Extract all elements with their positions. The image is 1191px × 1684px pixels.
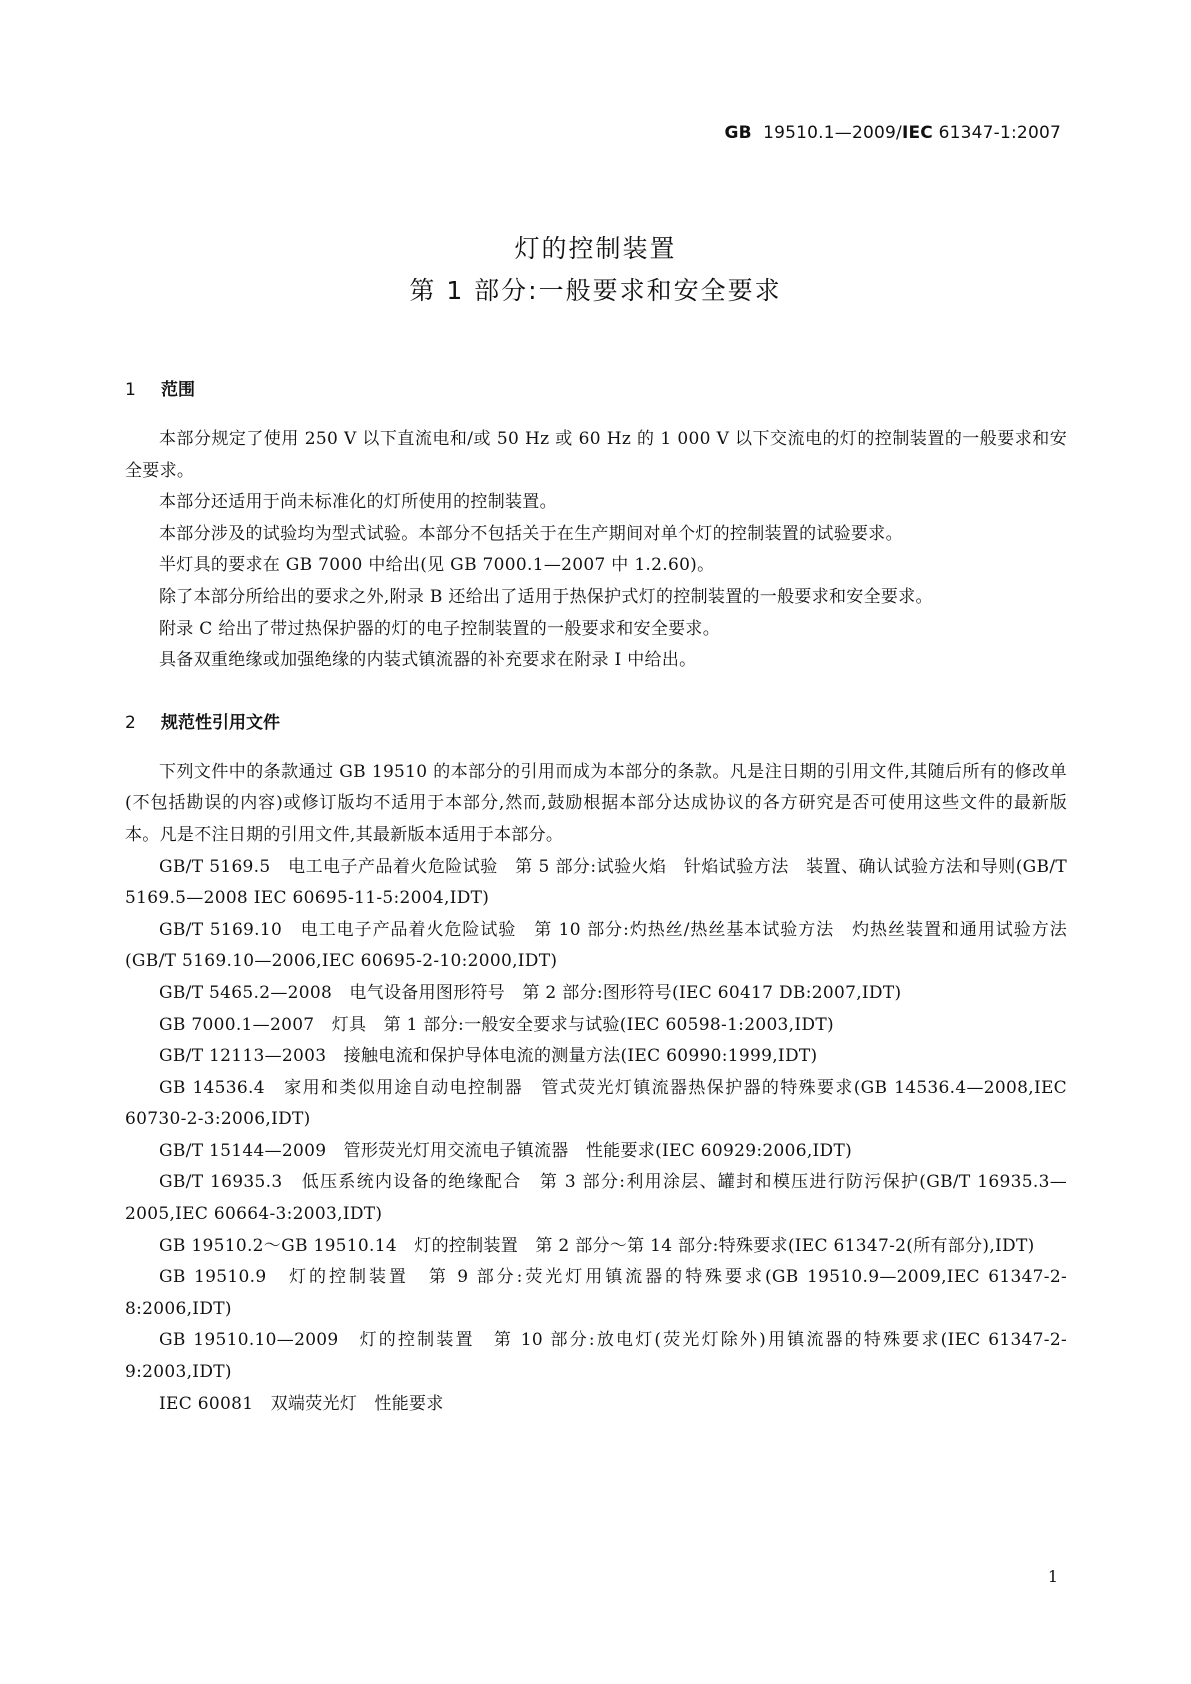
paragraph: 本部分涉及的试验均为型式试验。本部分不包括关于在生产期间对单个灯的控制装置的试验要求。 <box>159 523 903 544</box>
section-number: 2 <box>125 712 136 733</box>
reference-entry: GB/T 5169.10 电工电子产品着火危险试验 第 10 部分:灼热丝/热丝基本试验方法 灼热丝装置和通用试验方法(GB/T 5169.10—2006,IEC 60695-2-10:2000,IDT) <box>125 919 1067 972</box>
reference-entry: GB/T 15144—2009 管形荧光灯用交流电子镇流器 性能要求(IEC 60929:2006,IDT) <box>159 1140 853 1161</box>
reference-entry: GB 19510.2～GB 19510.14 灯的控制装置 第 2 部分～第 14 部分:特殊要求(IEC 61347-2(所有部分),IDT) <box>159 1235 1035 1256</box>
reference-entry: GB 7000.1—2007 灯具 第 1 部分:一般安全要求与试验(IEC 60598-1:2003,IDT) <box>159 1014 834 1035</box>
paragraph: 附录 C 给出了带过热保护器的灯的电子控制装置的一般要求和安全要求。 <box>159 618 721 639</box>
section-number: 1 <box>125 380 136 400</box>
paragraph: 本部分还适用于尚未标准化的灯所使用的控制装置。 <box>159 492 557 513</box>
section-heading-normative-references <box>125 711 1067 735</box>
section-gap <box>125 691 1067 711</box>
reference-entry: GB 14536.4 家用和类似用途自动电控制器 管式荧光灯镇流器热保护器的特殊要求(GB 14536.4—2008,IEC 60730-2-3:2006,IDT) <box>125 1077 1067 1130</box>
section-title: 规范性引用文件 <box>161 712 280 733</box>
reference-entry: GB/T 5465.2—2008 电气设备用图形符号 第 2 部分:图形符号(IEC 60417 DB:2007,IDT) <box>159 982 902 1003</box>
reference-entry: IEC 60081 双端荧光灯 性能要求 <box>159 1393 444 1414</box>
std-number: 19510.1—2009/ <box>763 123 902 143</box>
paragraph: 本部分规定了使用 250 V 以下直流电和/或 50 Hz 或 60 Hz 的 1 000 V 以下交流电的灯的控制装置的一般要求和安全要求。 <box>125 429 1067 481</box>
page-number: 1 <box>1047 1567 1058 1586</box>
section-title: 范围 <box>161 380 195 400</box>
document-body <box>125 378 1067 1434</box>
std-iec-prefix: IEC <box>901 123 933 143</box>
reference-entry: GB 19510.10—2009 灯的控制装置 第 10 部分:放电灯(荧光灯除外)用镇流器的特殊要求(IEC 61347-2-9:2003,IDT) <box>125 1330 1067 1383</box>
reference-entry: GB/T 12113—2003 接触电流和保护导体电流的测量方法(IEC 60990:1999,IDT) <box>159 1046 818 1067</box>
title-line-2: 第 1 部分:一般要求和安全要求 <box>409 276 782 305</box>
document-title <box>0 228 1191 312</box>
section-heading-scope <box>125 378 1067 402</box>
section-body-scope <box>125 424 1067 677</box>
paragraph: 半灯具的要求在 GB 7000 中给出(见 GB 7000.1—2007 中 1.2.60)。 <box>159 555 715 576</box>
reference-entry: GB 19510.9 灯的控制装置 第 9 部分:荧光灯用镇流器的特殊要求(GB 19510.9—2009,IEC 61347-2-8:2006,IDT) <box>125 1267 1067 1319</box>
reference-entry: GB/T 5169.5 电工电子产品着火危险试验 第 5 部分:试验火焰 针焰试验方法 装置、确认试验方法和导则(GB/T 5169.5—2008 IEC 60695-11-5:2004,IDT) <box>125 856 1067 909</box>
std-iec-number: 61347-1:2007 <box>938 123 1061 143</box>
reference-entry: GB/T 16935.3 低压系统内设备的绝缘配合 第 3 部分:利用涂层、罐封和模压进行防污保护(GB/T 16935.3—2005,IEC 60664-3:2003,IDT) <box>125 1172 1067 1225</box>
paragraph: 除了本部分所给出的要求之外,附录 B 还给出了适用于热保护式灯的控制装置的一般要求和安全要求。 <box>159 586 933 607</box>
paragraph: 下列文件中的条款通过 GB 19510 的本部分的引用而成为本部分的条款。凡是注日期的引用文件,其随后所有的修改单(不包括勘误的内容)或修订版均不适用于本部分,然而,鼓励根据本部分达成协议的各方研究是否可使用这些文件的最新版本。凡是不注日期的引用文件,其最新版本适用于本部分。 <box>125 761 1067 845</box>
section-body-normative-references <box>125 757 1067 1420</box>
standard-code <box>725 123 1061 143</box>
std-prefix: GB <box>724 123 752 143</box>
paragraph: 具备双重绝缘或加强绝缘的内装式镇流器的补充要求在附录 I 中给出。 <box>159 650 697 671</box>
title-line-1: 灯的控制装置 <box>514 234 677 263</box>
